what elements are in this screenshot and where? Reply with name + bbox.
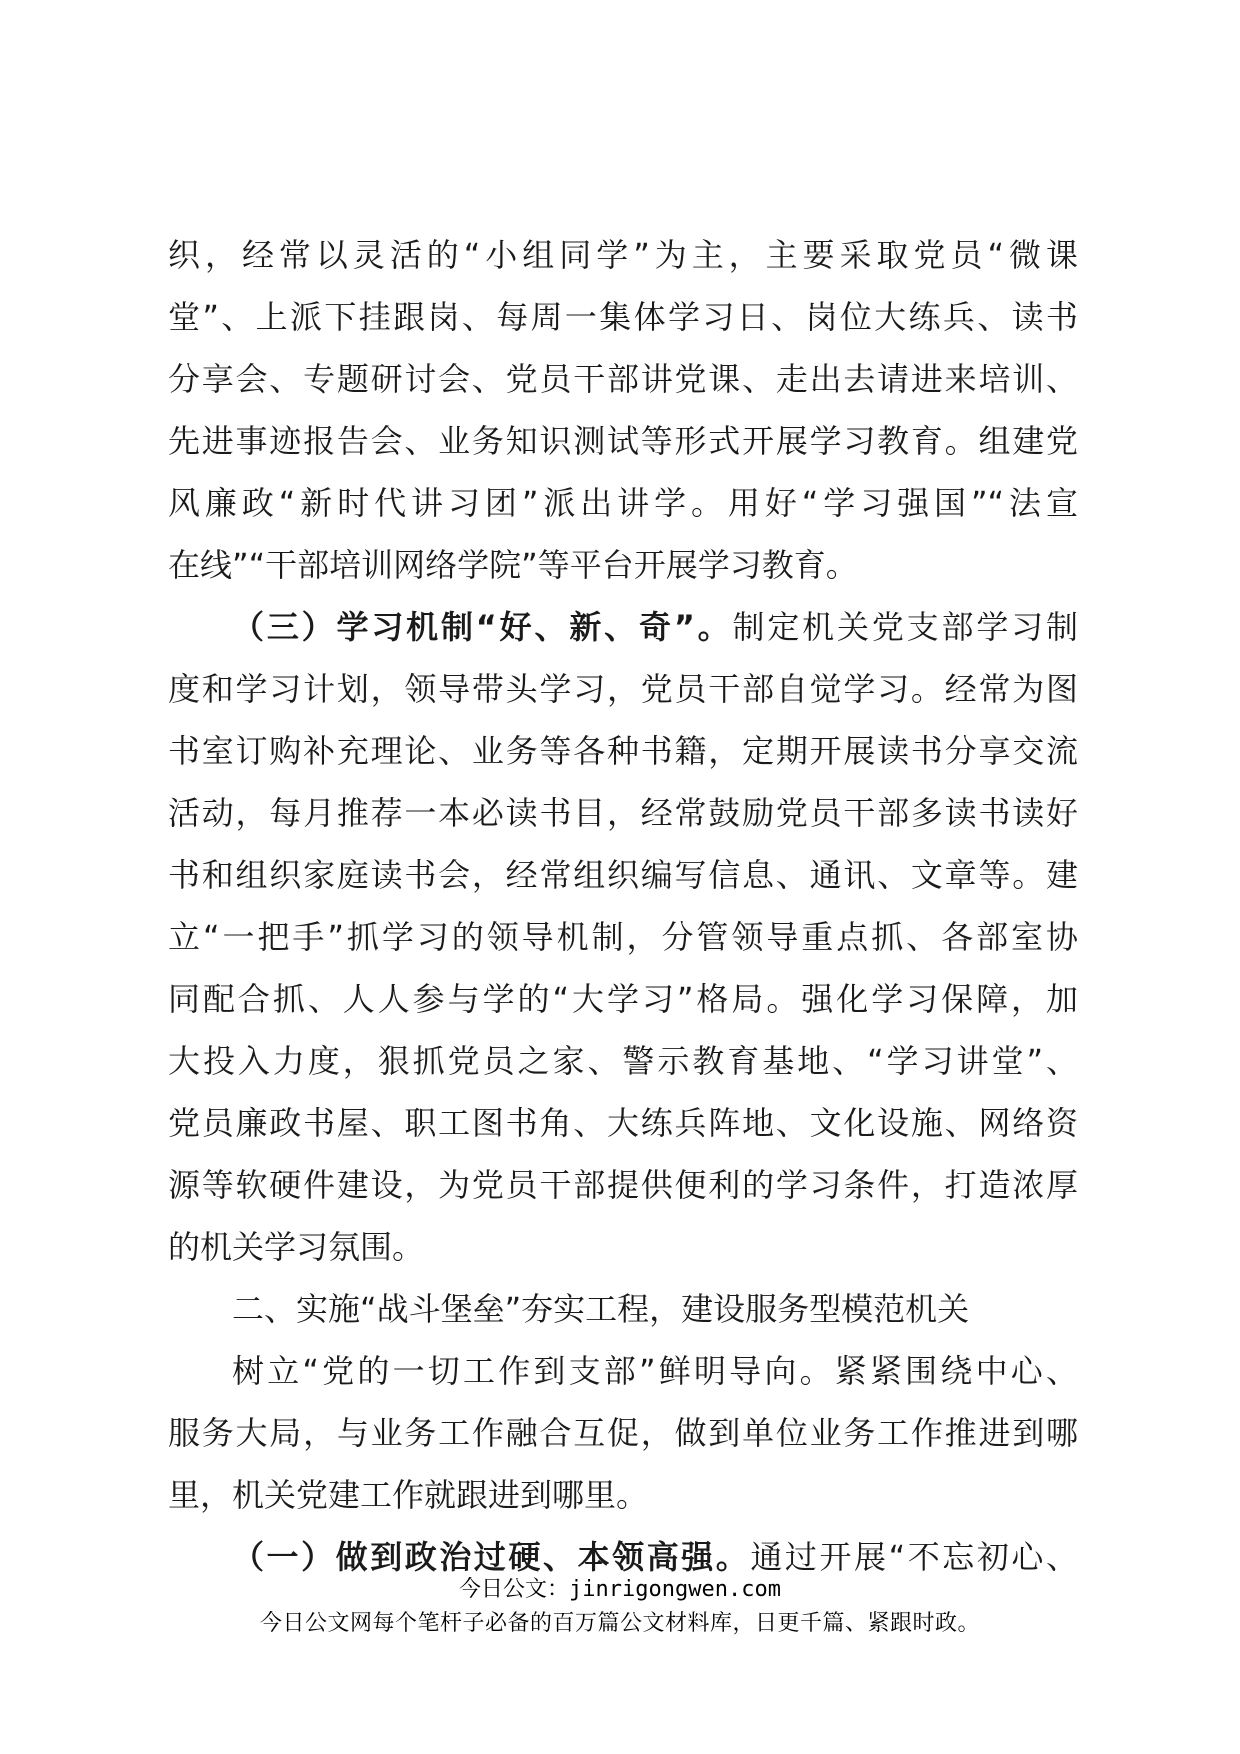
body-line: 的机关学习氛围。 [168,1228,425,1266]
body-line: 堂”、上派下挂跟岗、每周一集体学习日、岗位大练兵、读书 [168,298,1078,336]
section-1-text: 通过开展“不忘初心、 [750,1538,1078,1576]
body-line: 源等软硬件建设，为党员干部提供便利的学习条件，打造浓厚 [168,1166,1078,1204]
body-line: 树立“党的一切工作到支部”鲜明导向。紧紧围绕中心、 [232,1352,1078,1390]
body-line: 活动，每月推荐一本必读书目，经常鼓励党员干部多读书读好 [168,794,1078,832]
body-line: 织，经常以灵活的“小组同学”为主，主要采取党员“微课 [168,236,1078,274]
body-line: 度和学习计划，领导带头学习，党员干部自觉学习。经常为图 [168,670,1078,708]
body-line: 书和组织家庭读书会，经常组织编写信息、通讯、文章等。建 [168,856,1078,894]
body-line: 在线”“干部培训网络学院”等平台开展学习教育。 [168,546,858,584]
body-line: 服务大局，与业务工作融合互促，做到单位业务工作推进到哪 [168,1414,1078,1452]
body-line: 里，机关党建工作就跟进到哪里。 [168,1476,649,1514]
document-body [168,224,1078,1588]
section-heading-2: 二、实施“战斗堡垒”夯实工程，建设服务型模范机关 [232,1290,970,1328]
footer-source [0,1572,1240,1603]
body-line: 书室订购补充理论、业务等各种书籍，定期开展读书分享交流 [168,732,1078,770]
footer-label: 今日公文： [459,1577,570,1602]
body-line: 分享会、专题研讨会、党员干部讲党课、走出去请进来培训、 [168,360,1078,398]
body-line: 同配合抓、人人参与学的“大学习”格局。强化学习保障，加 [168,980,1078,1018]
body-line: 大投入力度，狠抓党员之家、警示教育基地、“学习讲堂”、 [168,1042,1078,1080]
footer-site-link[interactable]: jinrigongwen.com [569,1577,781,1602]
section-3-first-line [168,596,1078,658]
body-line: 先进事迹报告会、业务知识测试等形式开展学习教育。组建党 [168,422,1078,460]
section-1-title: （一）做到政治过硬、本领高强。 [232,1538,751,1576]
body-line: 立“一把手”抓学习的领导机制，分管领导重点抓、各部室协 [168,918,1078,956]
body-line: 风廉政“新时代讲习团”派出讲学。用好“学习强国”“法宣 [168,484,1078,522]
body-line: 党员廉政书屋、职工图书角、大练兵阵地、文化设施、网络资 [168,1104,1078,1142]
section-3-text: 制定机关党支部学习制 [732,608,1078,646]
section-3-title: （三）学习机制“好、新、奇”。 [232,608,733,646]
footer-slogan: 今日公文网每个笔杆子必备的百万篇公文材料库，日更千篇、紧跟时政。 [259,1611,980,1636]
